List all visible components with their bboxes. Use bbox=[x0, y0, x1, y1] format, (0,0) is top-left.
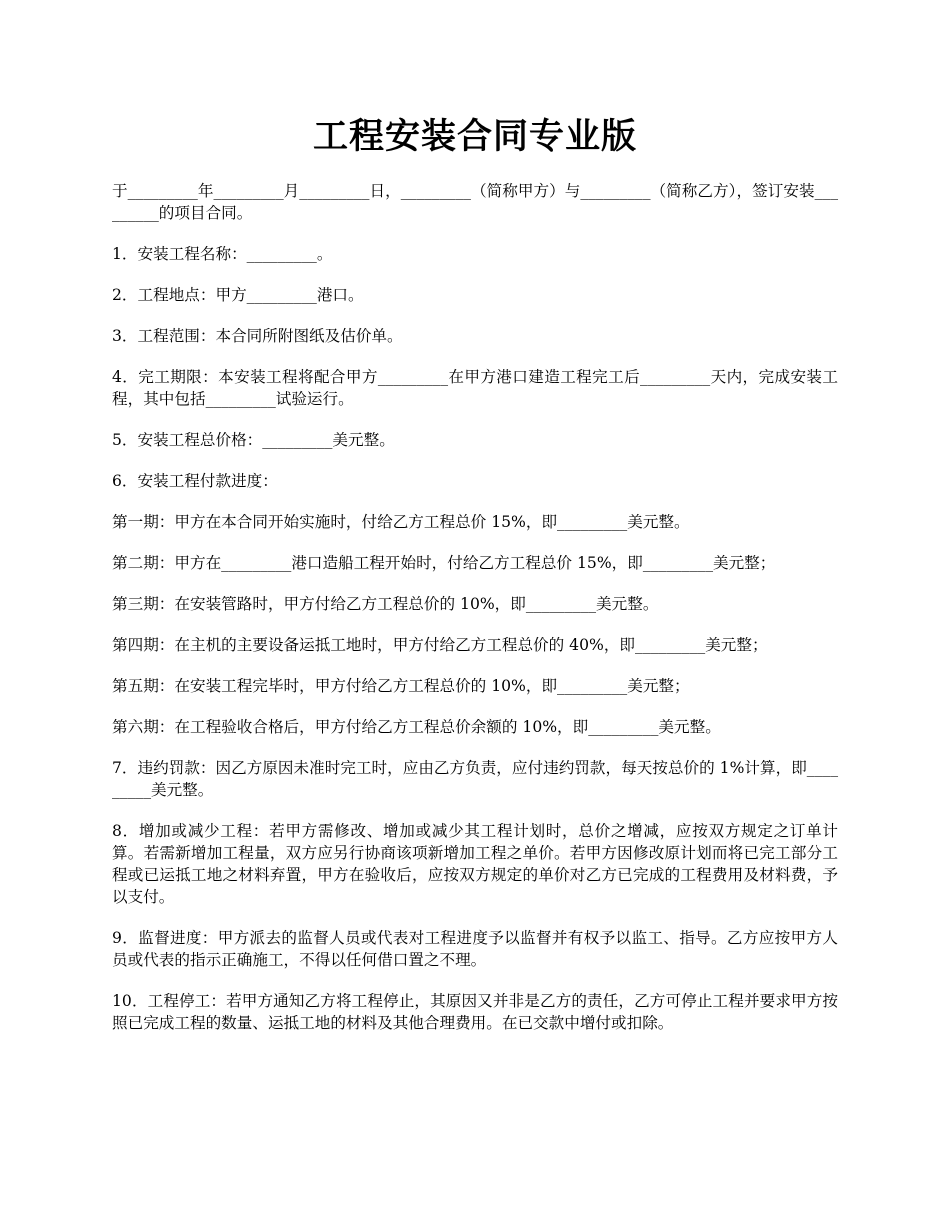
document-title: 工程安装合同专业版 bbox=[312, 116, 637, 157]
clause-total-price: 5．安装工程总价格：_________美元整。 bbox=[112, 431, 395, 449]
contract-preamble: 于_________年_________月_________日，_________（简称甲方）与_________（简称乙方），签订安装_________的项目合同。 bbox=[112, 182, 838, 222]
document-body bbox=[112, 180, 838, 1053]
clause-project-scope: 3．工程范围：本合同所附图纸及估价单。 bbox=[112, 327, 403, 345]
payment-phase-2: 第二期：甲方在_________港口造船工程开始时，付给乙方工程总价 15%，即_________美元整； bbox=[112, 554, 776, 572]
clause-supervision: 9．监督进度：甲方派去的监督人员或代表对工程进度予以监督并有权予以监工、指导。乙方应按甲方人员或代表的指示正确施工，不得以任何借口置之不理。 bbox=[112, 929, 838, 969]
payment-phase-4: 第四期：在主机的主要设备运抵工地时，甲方付给乙方工程总价的 40%，即_________美元整； bbox=[112, 636, 768, 654]
payment-phase-5: 第五期：在安装工程完毕时，甲方付给乙方工程总价的 10%，即_________美元整； bbox=[112, 677, 690, 695]
payment-phase-6: 第六期：在工程验收合格后，甲方付给乙方工程总价余额的 10%，即_________美元整。 bbox=[112, 718, 721, 736]
clause-penalty: 7．违约罚款：因乙方原因未准时完工时，应由乙方负责，应付违约罚款，每天按总价的 1%计算，即_________美元整。 bbox=[112, 759, 838, 799]
clause-work-stoppage: 10．工程停工：若甲方通知乙方将工程停止，其原因又并非是乙方的责任，乙方可停止工程并要求甲方按照已完成工程的数量、运抵工地的材料及其他合理费用。在已交款中增付或扣除。 bbox=[112, 992, 838, 1032]
clause-project-location: 2．工程地点：甲方_________港口。 bbox=[112, 286, 364, 304]
clause-project-name: 1．安装工程名称：_________。 bbox=[112, 245, 333, 263]
clause-scope-changes: 8．增加或减少工程：若甲方需修改、增加或减少其工程计划时，总价之增减，应按双方规定之订单计算。若需新增加工程量，双方应另行协商该项新增加工程之单价。若甲方因修改原计划而将已完工部分工程或已运抵工地之材料弃置，甲方在验收后，应按双方规定的单价对乙方已完成的工程费用及材料费，予以支付。 bbox=[112, 822, 838, 906]
clause-payment-schedule: 6．安装工程付款进度： bbox=[112, 472, 278, 490]
payment-phase-1: 第一期：甲方在本合同开始实施时，付给乙方工程总价 15%，即_________美元整。 bbox=[112, 513, 690, 531]
clause-completion-deadline: 4．完工期限：本安装工程将配合甲方_________在甲方港口建造工程完工后_________天内，完成安装工程，其中包括_________试验运行。 bbox=[112, 368, 838, 408]
payment-phase-3: 第三期：在安装管路时，甲方付给乙方工程总价的 10%，即_________美元整。 bbox=[112, 595, 659, 613]
